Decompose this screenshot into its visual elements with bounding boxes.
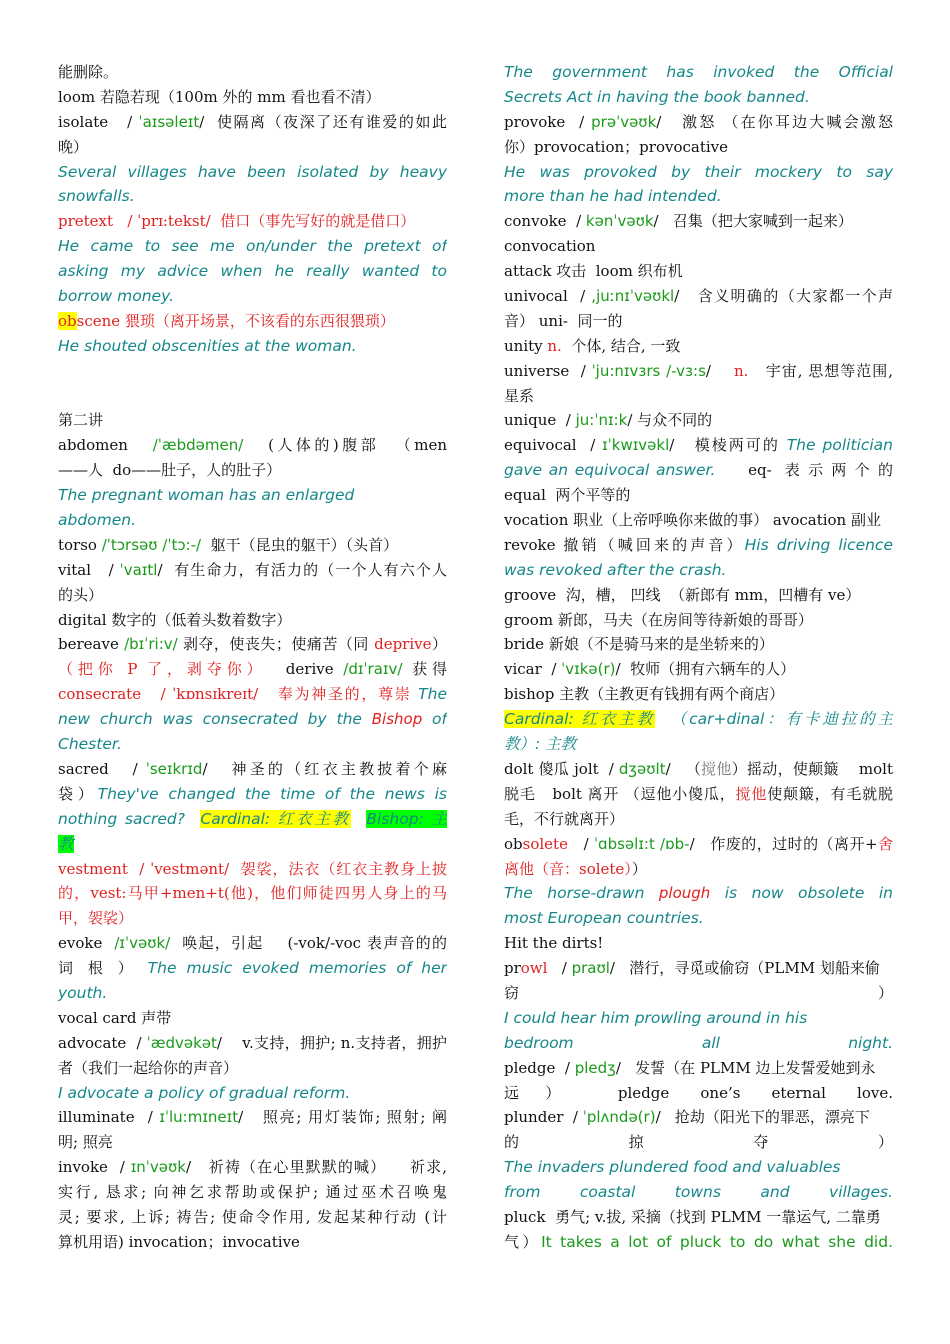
text-segment: / （ (665, 759, 702, 778)
text-segment: abdomen (58, 436, 153, 455)
text-segment: pledʒ (574, 1058, 616, 1077)
text-segment: / 有生命力，有活力的（一个人有六个人 (157, 560, 447, 579)
text-segment: / 模棱两可的 (669, 436, 787, 455)
text-segment: / 潜行，寻觅或偷窃（PLMM 划船来偷 (609, 959, 880, 978)
text-segment: 搅他 (701, 759, 732, 778)
text-line (58, 657, 447, 682)
text-line (58, 807, 447, 832)
text-segment: loom 若隐若现（100m 外的 mm 看也看不清） (58, 87, 381, 106)
text-line (58, 209, 447, 234)
text-line (504, 857, 893, 882)
text-line (58, 408, 447, 433)
text-segment: /ˈtɔrsəʊ /ˈtɔ:-/ (101, 535, 202, 554)
text-segment: 获得 (402, 660, 447, 679)
text-line (58, 583, 447, 608)
text-segment: consecrate / ˈkɒnsɪkreɪt/ 奉为神圣的，尊崇 (58, 685, 419, 704)
text-line (58, 1056, 447, 1081)
text-segment: of (422, 710, 447, 729)
text-line (58, 1081, 447, 1106)
text-segment: ob (504, 834, 523, 853)
text-segment: 星系 (504, 386, 535, 405)
text-segment: invoke / (58, 1158, 131, 1177)
text-line (58, 757, 447, 782)
text-segment: sacred / (58, 759, 146, 778)
text-line (58, 60, 447, 85)
right-column (504, 60, 893, 1255)
text-segment: ˈju:nɪvɜrs /-vɜ:s (591, 361, 706, 380)
text-line (58, 135, 447, 160)
text-segment: Bishop: 主 (366, 809, 447, 828)
text-segment: 气） (504, 1232, 542, 1251)
text-segment: 剥夺，使丧失；使痛苦（同 (177, 635, 375, 654)
text-segment: The (418, 685, 447, 704)
text-segment: / 作废的，过时的（离开+ (689, 834, 878, 853)
text-segment: / 祈祷（在心里默默的喊） 祈求, (185, 1158, 447, 1177)
text-segment: equivocal / (504, 436, 603, 455)
text-segment: gave an equivocal answer. (504, 461, 716, 480)
text-line (504, 1031, 893, 1056)
text-segment: The pregnant woman has an enlarged (58, 486, 355, 505)
text-line (58, 1180, 447, 1205)
text-segment: ˈvɪkə(r) (561, 660, 616, 679)
text-line (58, 458, 447, 483)
text-segment: 脱毛 bolt 离开 （逗他小傻瓜， (504, 784, 736, 803)
text-segment: vocal card 声带 (58, 1008, 172, 1027)
text-segment: I could hear him prowling around in his (504, 1008, 808, 1027)
text-line (58, 533, 447, 558)
text-segment: vicar / (504, 660, 562, 679)
text-segment: 音） uni- 同一的 (504, 311, 623, 330)
text-segment: 灵; 要求, 上诉; 祷告; 使命令作用, 发起某种行动 (计 (58, 1207, 447, 1226)
text-segment: snowfalls. (58, 187, 135, 206)
text-line (58, 1130, 447, 1155)
text-line (504, 259, 893, 284)
text-line (58, 1155, 447, 1180)
text-line (504, 906, 893, 931)
text-line (58, 857, 447, 882)
text-segment: bride 新娘（不是骑马来的是坐轿来的） (504, 635, 774, 654)
text-segment: / 牧师（拥有六辆车的人） (615, 660, 796, 679)
text-segment: illuminate / (58, 1108, 160, 1127)
text-segment: scene 猥琐（离开场景，不该看的东西很猥琐） (76, 311, 395, 330)
text-segment: from coastal towns and villages. (504, 1183, 893, 1202)
text-segment: convocation (504, 237, 596, 256)
text-line (504, 807, 893, 832)
text-line (58, 110, 447, 135)
text-line (58, 259, 447, 284)
text-line (504, 334, 893, 359)
text-segment: derive (266, 660, 344, 679)
text-line (58, 483, 447, 508)
text-segment: 的，vest:马甲+men+t(他)，他们师徒四男人身上的马 (58, 884, 447, 903)
text-segment: 毛，不行就离开） (504, 809, 625, 828)
text-segment: 搅他 (735, 784, 768, 803)
text-line (504, 1155, 893, 1180)
text-line (58, 906, 447, 931)
text-segment: deprive (374, 635, 432, 654)
text-segment: 甲，袈裟） (58, 909, 134, 928)
text-segment: dʒəʊlt (618, 759, 666, 778)
text-segment: praʊl (571, 959, 610, 978)
text-segment: 个体, 结合, 一致 (561, 336, 681, 355)
text-line (58, 782, 447, 807)
text-segment: solete (522, 834, 568, 853)
text-segment: pluck 勇气; v.拔, 采摘（找到 PLMM 一靠运气, 二靠勇 (504, 1207, 881, 1226)
text-segment: ˈɑbsəlɪ:t /ɒb- (593, 834, 690, 853)
text-line (58, 632, 447, 657)
text-line (504, 483, 893, 508)
left-column (58, 60, 447, 1255)
text-line (504, 135, 893, 160)
text-line (58, 881, 447, 906)
text-segment: 远） pledge one’s eternal love. (504, 1083, 893, 1102)
text-line (504, 384, 893, 409)
text-segment: He was provoked by their mockery to say (504, 162, 893, 181)
text-segment: youth. (58, 983, 108, 1002)
text-line (504, 209, 893, 234)
text-line (504, 309, 893, 334)
text-line (504, 931, 893, 956)
text-line (504, 284, 893, 309)
text-line (58, 707, 447, 732)
text-segment: / 抢劫（阳光下的罪恶，漂亮下 (655, 1108, 870, 1127)
text-segment: advocate / (58, 1033, 147, 1052)
text-line (58, 384, 447, 409)
text-segment: /bɪˈri:v/ (124, 635, 178, 654)
text-segment: ,juːnɪˈvəʊkl (591, 287, 675, 306)
text-line (504, 359, 893, 384)
text-segment: / 与众不同的 (627, 411, 713, 430)
text-segment: /ˈæbdəmen/ (152, 436, 244, 455)
text-segment: vestment / ˈvestmənt/ 袈裟，法衣（红衣主教身上披 (58, 859, 447, 878)
text-segment: ɪnˈvəʊk (130, 1158, 186, 1177)
text-segment: / 照亮; 用灯装饰; 照射; 阐 (238, 1108, 447, 1127)
text-segment: is now obsolete in (710, 884, 893, 903)
text-line (504, 583, 893, 608)
text-segment: / 发誓（在 PLMM 边上发誓爱她到永 (615, 1058, 876, 1077)
text-line (504, 234, 893, 259)
text-segment: The music evoked memories of her (147, 959, 447, 978)
text-segment: 你）provocation；provocative (504, 137, 728, 156)
text-line (504, 956, 893, 981)
text-segment: The government has invoked the Official (504, 63, 893, 81)
text-segment: 唤起，引起 (-vok/-voc 表声音的的 (170, 934, 447, 953)
text-segment: n. (734, 361, 749, 380)
text-line (504, 832, 893, 857)
text-segment: Bishop (371, 710, 423, 729)
text-line (504, 608, 893, 633)
text-segment: / 激怒 （在你耳边大喊会激怒 (656, 112, 893, 131)
text-segment: 躯干（昆虫的躯干）（头首） (201, 535, 399, 554)
text-segment: unity (504, 336, 548, 355)
text-line (58, 558, 447, 583)
text-segment: 能删除。 (58, 63, 119, 81)
text-segment: ˈseɪkrɪd (145, 759, 203, 778)
text-line (58, 160, 447, 185)
text-line (58, 284, 447, 309)
text-line (504, 433, 893, 458)
text-line (504, 757, 893, 782)
text-segment: 舍 (877, 834, 893, 853)
text-segment: vital / (58, 560, 120, 579)
text-segment: eq- 表 示 两 个 的 (715, 461, 893, 480)
text-segment: groom 新郎，马夫（在房间等待新娘的哥哥） (504, 610, 813, 629)
text-line (58, 682, 447, 707)
text-segment: new church was consecrated by the (58, 710, 372, 729)
text-segment: 教）: 主教 (504, 735, 577, 754)
text-line (58, 234, 447, 259)
text-segment: unique / (504, 411, 576, 430)
text-segment: /ɪˈvəʊk/ (114, 934, 171, 953)
text-line (58, 1105, 447, 1130)
text-segment: 宇宙, 思想等范围, (748, 361, 893, 380)
text-line (58, 956, 447, 981)
text-segment: ）摇动，使颠簸 molt (731, 759, 893, 778)
text-line (504, 707, 893, 732)
text-segment: bedroom all night. (504, 1033, 893, 1052)
text-line (504, 1205, 893, 1230)
text-segment: owl (520, 959, 548, 978)
text-segment: 袋） (58, 784, 98, 803)
text-segment: Hit the dirts! (504, 934, 604, 953)
text-line (58, 1031, 447, 1056)
text-segment: I advocate a policy of gradual reform. (58, 1083, 351, 1102)
text-segment: 离他（音：solete） (504, 859, 632, 878)
text-line (58, 433, 447, 458)
text-segment: digital 数字的（低着头数着数字） (58, 610, 292, 629)
text-segment: 教 (58, 834, 74, 853)
text-segment: The horse-drawn (504, 884, 659, 903)
text-segment: ˈvaɪtl (119, 560, 158, 579)
text-segment: ） (631, 859, 647, 878)
text-line (504, 732, 893, 757)
text-line (504, 1081, 893, 1106)
text-segment: ——人 do——肚子，人的肚子） (58, 461, 282, 480)
text-line (504, 533, 893, 558)
text-segment: / 召集（把大家喊到一起来） (653, 212, 853, 231)
text-segment: It takes a lot of pluck to do what she did. (541, 1232, 893, 1251)
text-segment: bishop 主教（主教更有钱拥有两个商店） (504, 685, 785, 704)
text-segment: vocation 职业（上帝呼唤你来做的事） avocation 副业 (504, 511, 881, 530)
text-line (58, 508, 447, 533)
text-segment: ） (431, 635, 447, 654)
text-segment: / 神圣的（红衣主教披着个麻 (202, 759, 447, 778)
text-segment: torso (58, 535, 102, 554)
text-segment: / 使隔离（夜深了还有谁爱的如此 (199, 112, 447, 131)
text-segment: prəˈvəʊk (591, 112, 657, 131)
text-line (504, 1105, 893, 1130)
text-line (58, 732, 447, 757)
text-line (504, 682, 893, 707)
text-line (58, 608, 447, 633)
text-line (58, 1006, 447, 1031)
text-segment: The invaders plundered food and valuables (504, 1158, 841, 1177)
text-line (504, 408, 893, 433)
text-segment (351, 810, 366, 828)
text-segment: ɪˈkwɪvəkl (602, 436, 670, 455)
text-segment: plough (658, 884, 711, 903)
text-line (58, 85, 447, 110)
text-line (58, 1230, 447, 1255)
text-line (504, 60, 893, 85)
text-segment: Secrets Act in having the book banned. (504, 87, 810, 106)
text-segment: pledge / (504, 1058, 575, 1077)
text-segment: He shouted obscenities at the woman. (58, 336, 357, 355)
text-segment: convoke / (504, 212, 586, 231)
text-line (504, 1130, 893, 1155)
text-segment: 算机用语) invocation；invocative (58, 1232, 300, 1251)
text-segment: The politician (786, 436, 893, 455)
text-segment: equal 两个平等的 (504, 486, 631, 505)
text-segment: 词 根 ） (58, 959, 148, 978)
text-line (504, 160, 893, 185)
text-segment: He came to see me on/under the pretext of (58, 237, 447, 256)
text-segment: kənˈvəʊk (585, 212, 654, 231)
text-segment: 明; 照亮 (58, 1133, 113, 1152)
text-segment: provoke / (504, 112, 592, 131)
text-segment: 的掠夺） (504, 1133, 893, 1152)
text-segment: 晚） (58, 137, 89, 156)
text-segment: abdomen. (58, 511, 137, 530)
text-segment: ˈaɪsəleɪt (138, 112, 200, 131)
text-segment: Cardinal: 红衣主教 (504, 710, 656, 729)
text-segment: （把你 P 了，剥夺你） (58, 660, 267, 679)
text-segment: asking my advice when he really wanted to (58, 262, 447, 281)
text-line (58, 359, 447, 384)
text-segment: was revoked after the crash. (504, 560, 727, 579)
text-segment: （car+dinal：有卡迪拉的主 (655, 710, 893, 729)
text-segment: 窃） (504, 983, 893, 1002)
text-segment: borrow money. (58, 287, 174, 306)
text-line (504, 657, 893, 682)
text-segment: evoke (58, 934, 115, 953)
text-line (58, 931, 447, 956)
text-segment: bereave (58, 635, 125, 654)
text-segment: univocal / (504, 287, 592, 306)
text-segment: more than he had intended. (504, 187, 722, 206)
text-segment: 者（我们一起给你的声音） (58, 1058, 239, 1077)
text-segment: Cardinal: 红衣主教 (200, 809, 351, 828)
text-line (504, 85, 893, 110)
text-line (58, 832, 447, 857)
text-segment: dolt 傻瓜 jolt / (504, 759, 619, 778)
text-segment: 使颠簸，有毛就脱 (767, 784, 893, 803)
text-line (504, 184, 893, 209)
text-segment: isolate / (58, 112, 139, 131)
text-segment: nothing sacred? (58, 809, 201, 828)
text-segment: groove 沟，槽， 凹线 （新郎有 mm，凹槽有 ve） (504, 585, 861, 604)
text-line (504, 881, 893, 906)
text-segment: ju:ˈnɪ:k (575, 411, 628, 430)
text-segment: His driving licence (744, 535, 893, 554)
text-segment: pretext / ˈprɪ:tekst/ 借口（事先写好的就是借口） (58, 212, 416, 231)
text-line (504, 458, 893, 483)
text-segment: / v.支持，拥护; n.支持者，拥护 (216, 1033, 447, 1052)
text-line (58, 184, 447, 209)
text-segment: / (567, 834, 594, 853)
text-segment: universe / (504, 361, 592, 380)
text-line (504, 508, 893, 533)
text-line (58, 981, 447, 1006)
text-line (504, 981, 893, 1006)
text-segment: attack 攻击 loom 织布机 (504, 262, 683, 281)
text-line (504, 782, 893, 807)
text-segment: 实行, 恳求; 向神乞求帮助或保护; 通过巫术召唤鬼 (58, 1183, 447, 1202)
text-segment: plunder / (504, 1108, 583, 1127)
text-line (58, 1205, 447, 1230)
text-segment: n. (547, 336, 562, 355)
text-line (504, 632, 893, 657)
text-line (504, 1180, 893, 1205)
text-segment: / 含义明确的（大家都一个声 (674, 287, 893, 306)
text-segment: / (547, 959, 572, 978)
text-segment: 的头） (58, 585, 104, 604)
text-segment: / (705, 361, 734, 380)
text-segment: /dɪˈraɪv/ (343, 660, 403, 679)
text-line (504, 110, 893, 135)
text-segment: revoke 撤销（喊回来的声音） (504, 535, 745, 554)
text-segment: 第二讲 (58, 411, 104, 430)
text-segment: ɪˈlu:mɪneɪt (159, 1108, 239, 1127)
text-segment: Several villages have been isolated by heavy (58, 162, 447, 181)
text-segment: Chester. (58, 735, 122, 754)
text-segment: (人体的)腹部 （men (243, 436, 447, 455)
text-line (504, 1006, 893, 1031)
text-segment: ˈædvəkət (146, 1033, 217, 1052)
text-segment: most European countries. (504, 909, 704, 928)
text-segment: They've changed the time of the news is (97, 784, 447, 803)
text-segment: ob (58, 311, 77, 330)
text-line (58, 309, 447, 334)
text-segment: ˈplʌndə(r) (582, 1108, 656, 1127)
text-segment: pr (504, 959, 521, 978)
text-line (504, 1056, 893, 1081)
text-line (504, 1230, 893, 1255)
text-line (58, 334, 447, 359)
text-line (504, 558, 893, 583)
